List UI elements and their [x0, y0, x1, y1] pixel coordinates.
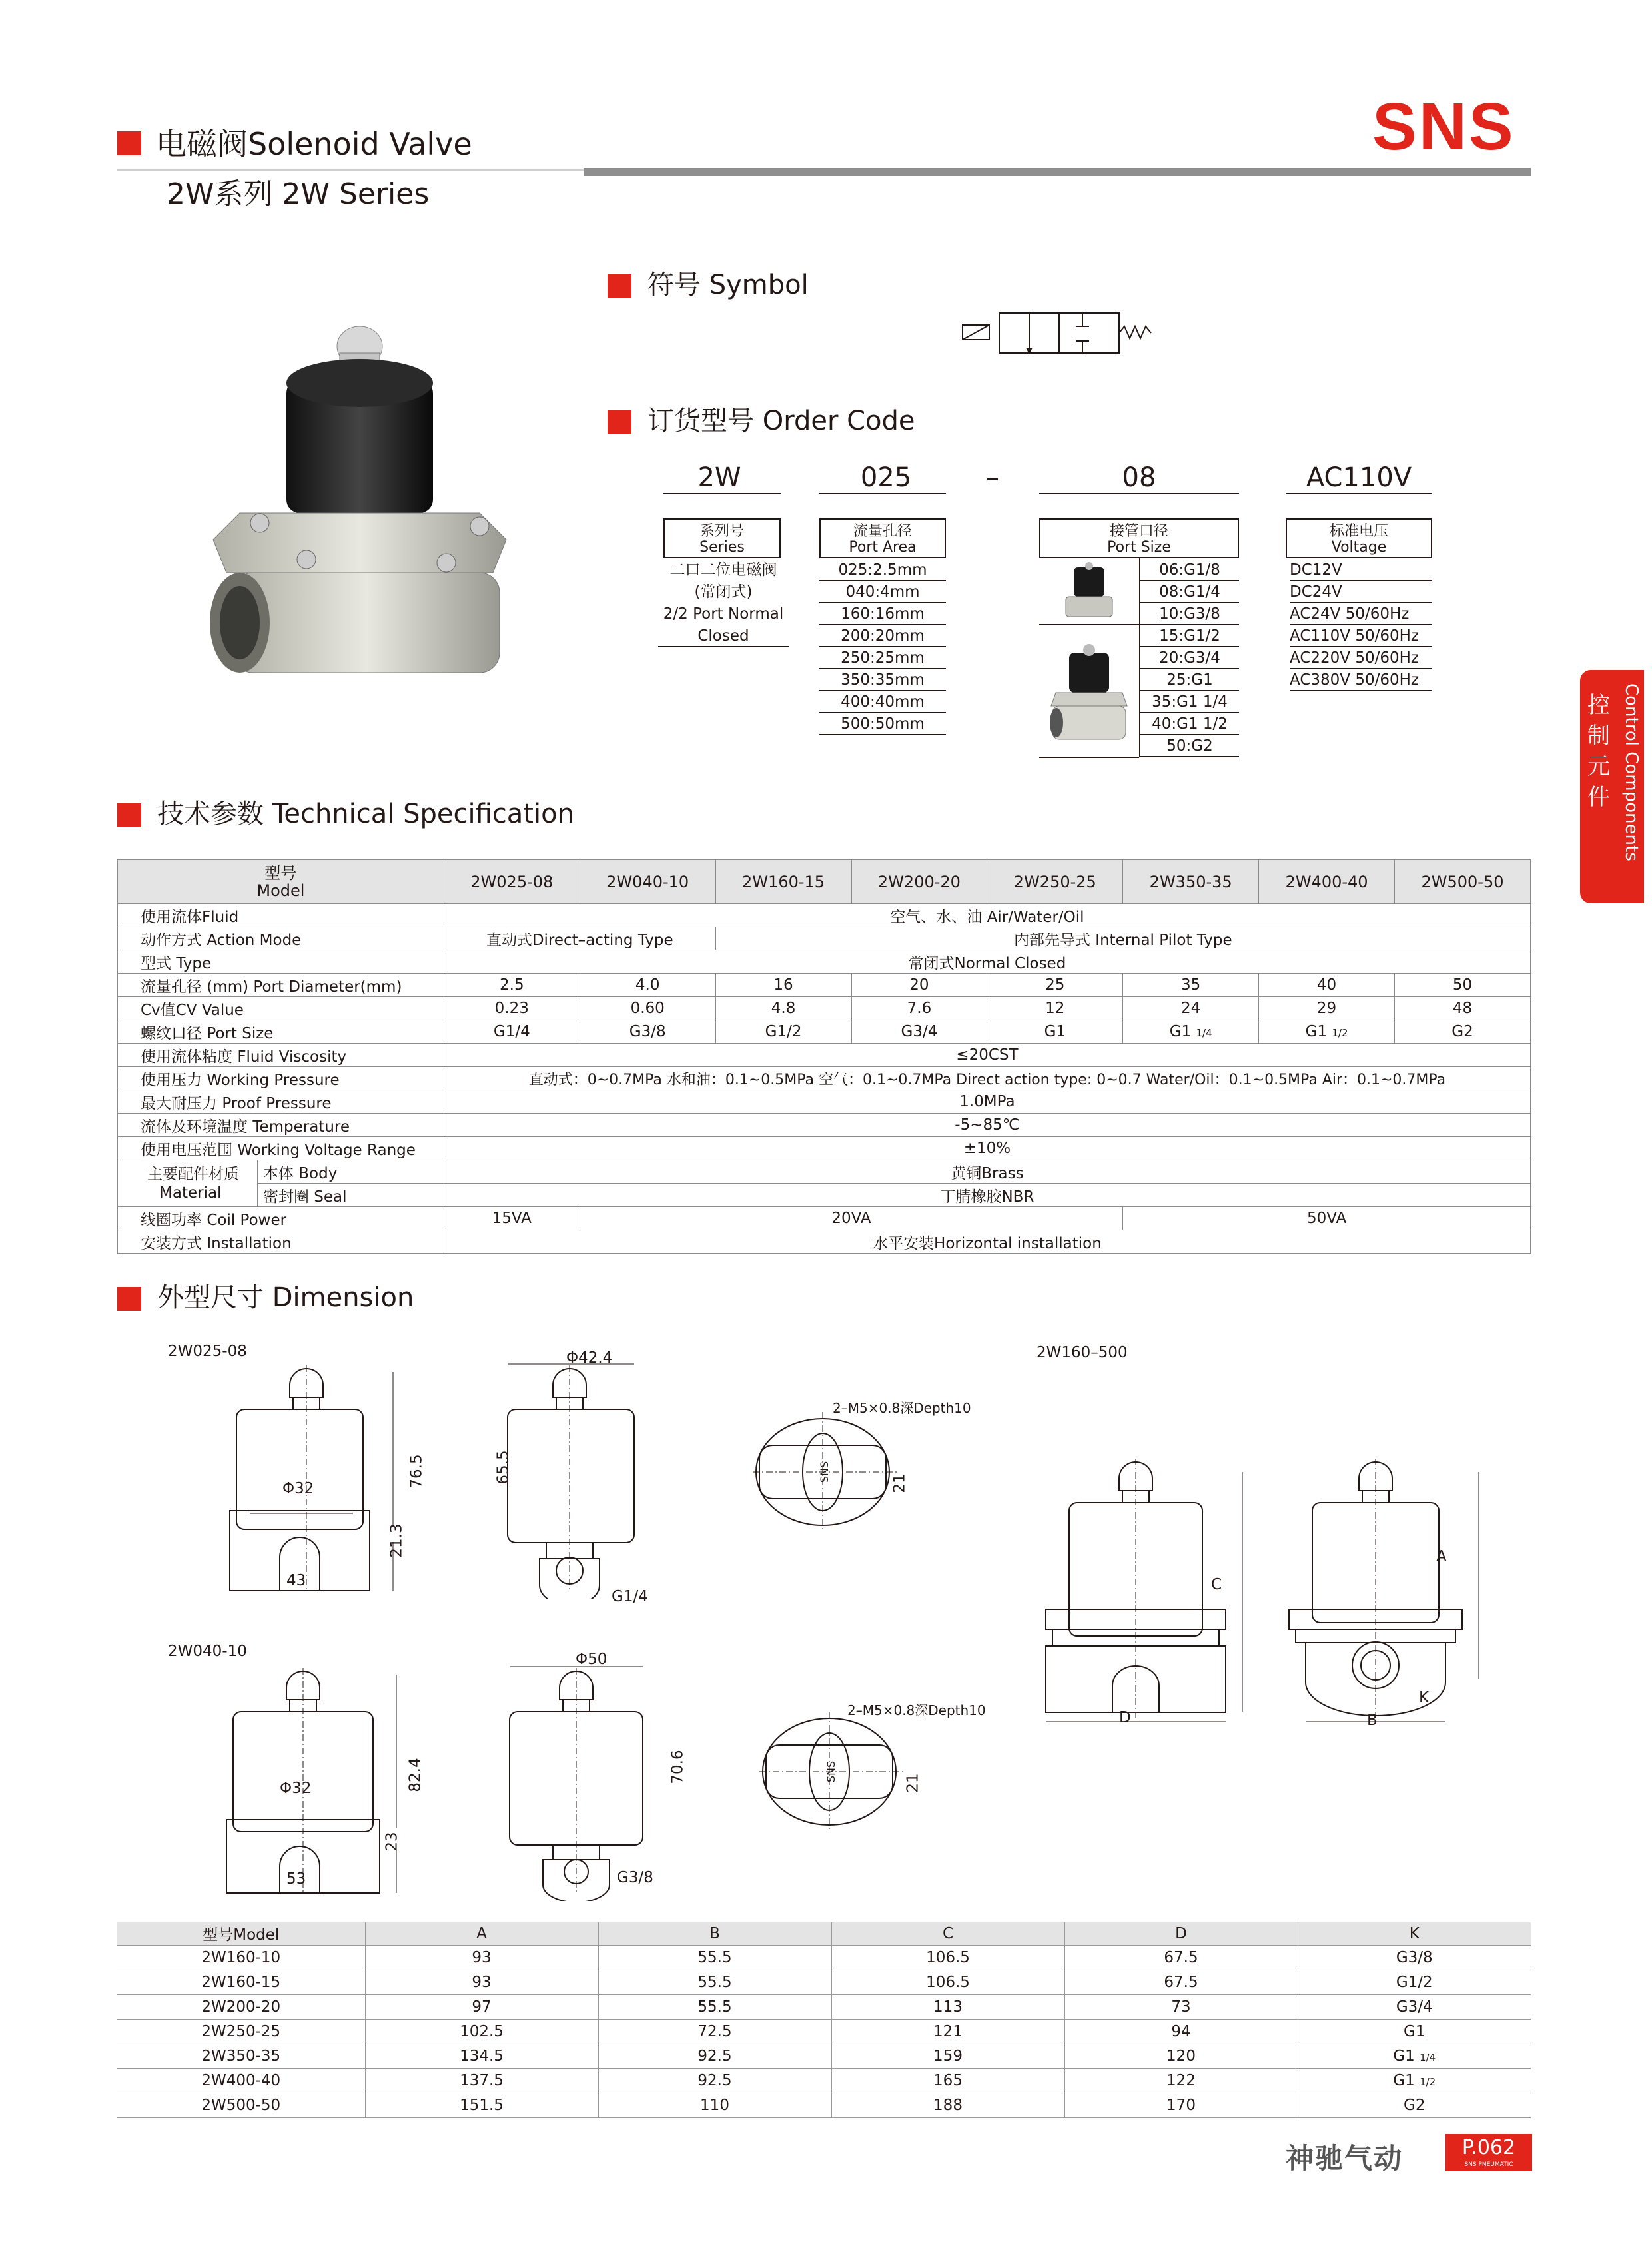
d1-21-label: 21 — [891, 1473, 909, 1493]
oc-size-code: 08 — [1122, 462, 1156, 493]
spec-row-voltage-range: 使用电压范围 Working Voltage Range ±10% — [118, 1137, 1531, 1160]
title-marker — [117, 131, 141, 155]
footer-brand: 神驰气动 — [1286, 2142, 1404, 2175]
order-marker — [608, 410, 631, 434]
side-tab — [1580, 670, 1644, 903]
d2-phi-top-label: Φ50 — [576, 1651, 608, 1668]
d2-phi-coil-label: Φ32 — [280, 1780, 312, 1797]
d2-h-label: 82.4 — [406, 1758, 424, 1792]
d1-h2-label: 65.5 — [494, 1450, 512, 1485]
spec-row-install: 安装方式 Installation 水平安装Horizontal installation — [118, 1230, 1531, 1254]
d3-a-label: A — [1436, 1548, 1447, 1565]
page-title: 电磁阀Solenoid Valve — [156, 126, 472, 162]
spec-header-row: 型号 Model 2W025-08 2W040-10 2W160-15 2W200-20 2W250-25 2W350-35 2W400-40 2W500-50 — [118, 860, 1531, 904]
d3-label: 2W160–500 — [1036, 1344, 1128, 1361]
oc-voltage-list: DC12V DC24V AC24V 50/60Hz AC110V 50/60Hz AC220V 50/60Hz AC380V 50/60Hz — [1286, 560, 1432, 691]
d2-h3-label: 23 — [383, 1832, 401, 1852]
d1-m5-label: 2–M5×0.8深Depth10 — [833, 1400, 971, 1416]
d2-21-label: 21 — [904, 1773, 922, 1793]
oc-size-mid — [1039, 624, 1139, 625]
header-rule-dark — [584, 168, 1531, 176]
large-valve-icon — [1046, 639, 1132, 746]
symbol-title: 符号 Symbol — [647, 270, 809, 300]
oc-voltage-code: AC110V — [1306, 462, 1412, 493]
spec-row-proof: 最大耐压力 Proof Pressure 1.0MPa — [118, 1090, 1531, 1114]
d1-top-drawing — [746, 1405, 906, 1539]
spec-row-port-size: 螺纹口径 Port Size G1/4 G3/8 G1/2 G3/4 G1 G1 1/4 G1 1/2 G2 — [118, 1020, 1531, 1044]
oc-size-list: 06:G1/8 08:G1/4 10:G3/8 15:G1/2 20:G3/4 25:G1 35:G1 1/4 40:G1 1/2 50:G2 — [1140, 560, 1239, 757]
spec-row-action: 动作方式 Action Mode 直动式Direct–acting Type 内部先导式 Internal Pilot Type — [118, 927, 1531, 950]
d1-side-drawing — [493, 1359, 666, 1599]
symbol-marker — [608, 274, 631, 298]
oc-dash: – — [986, 462, 999, 493]
brand-logo: SNS — [1372, 89, 1515, 164]
d3-c-label: C — [1211, 1576, 1222, 1593]
side-tab-en: Control Components — [1621, 683, 1641, 861]
series-title: 2W系列 2W Series — [167, 177, 430, 211]
oc-size-bottom — [1039, 757, 1139, 758]
tech-marker — [117, 803, 141, 827]
oc-area-caption: 流量孔径 Port Area — [819, 518, 946, 558]
spec-row-port-diameter: 流量孔径 (mm) Port Diameter(mm) 2.5 4.0 16 20 25 35 40 50 — [118, 974, 1531, 997]
d2-w-label: 53 — [286, 1870, 306, 1888]
d1-port-label: G1/4 — [612, 1588, 648, 1605]
d2-m5-label: 2–M5×0.8深Depth10 — [847, 1702, 986, 1718]
d1-phi-coil-label: Φ32 — [282, 1480, 314, 1497]
spec-row-viscosity: 使用流体粘度 Fluid Viscosity ≤20CST — [118, 1044, 1531, 1067]
tech-title: 技术参数 Technical Specification — [157, 799, 574, 829]
d2-label: 2W040-10 — [168, 1643, 247, 1660]
d2-port-label: G3/8 — [617, 1869, 653, 1886]
d2-side-drawing — [493, 1661, 679, 1901]
d1-h-label: 76.5 — [408, 1454, 426, 1489]
d2-h2-label: 70.6 — [669, 1750, 687, 1784]
spec-row-coil: 线圈功率 Coil Power 15VA 20VA 50VA — [118, 1207, 1531, 1230]
spec-row-pressure: 使用压力 Working Pressure 直动式：0~0.7MPa 水和油：0.1~0.5MPa 空气：0.1~0.7MPa Direct action type: 0~0.7 Water/Oil：0.1~0.5MPa Air：0.1~0.7MPa — [118, 1067, 1531, 1090]
table-row: 2W250-25 102.5 72.5 121 94 G1 — [117, 2019, 1531, 2044]
dimension-marker — [117, 1287, 141, 1311]
oc-area-list: 025:2.5mm 040:4mm 160:16mm 200:20mm 250:25mm 350:35mm 400:40mm 500:50mm — [819, 560, 946, 735]
d3-side-drawing — [1279, 1452, 1492, 1732]
valve-photo — [200, 320, 546, 719]
table-row: 2W160-15 93 55.5 106.5 67.5 G1/2 — [117, 1970, 1531, 1994]
d3-k-label: K — [1419, 1689, 1430, 1706]
table-row: 2W500-50 151.5 110 188 170 G2 — [117, 2093, 1531, 2117]
side-tab-cn: 控制元件 — [1587, 692, 1610, 811]
d1-phi-top-label: Φ42.4 — [566, 1349, 613, 1367]
header-rule — [117, 169, 584, 171]
table-row: 2W350-35 134.5 92.5 159 120 G1 1/4 — [117, 2044, 1531, 2068]
dim-header-row: 型号Model A B C D K — [117, 1922, 1531, 1945]
small-valve-icon — [1059, 561, 1119, 621]
page-number: P.062 — [1461, 2136, 1516, 2159]
spec-row-material-seal: 密封圈 Seal 丁腈橡胶NBR — [118, 1184, 1531, 1207]
d3-d-label: D — [1119, 1709, 1131, 1726]
page-number-badge — [1446, 2134, 1532, 2171]
table-row: 2W400-40 137.5 92.5 165 122 G1 1/2 — [117, 2068, 1531, 2093]
spec-row-type: 型式 Type 常闭式Normal Closed — [118, 950, 1531, 974]
dimension-table — [117, 1922, 1531, 2118]
valve-symbol — [959, 306, 1159, 360]
oc-series-list: 二口二位电磁阀 (常闭式) 2/2 Port Normal Closed — [658, 560, 789, 647]
spec-row-temp: 流体及环境温度 Temperature -5~85℃ — [118, 1114, 1531, 1137]
table-row: 2W200-20 97 55.5 113 73 G3/4 — [117, 1994, 1531, 2019]
spec-row-fluid: 使用流体Fluid 空气、水、油 Air/Water/Oil — [118, 904, 1531, 927]
table-row: 2W160-10 93 55.5 106.5 67.5 G3/8 — [117, 1945, 1531, 1970]
spec-row-material-body: 主要配件材质 Material 本体 Body 黄铜Brass — [118, 1160, 1531, 1184]
spec-table — [117, 859, 1531, 1254]
spec-row-cv: Cv值CV Value 0.23 0.60 4.8 7.6 12 24 29 48 — [118, 997, 1531, 1020]
order-title: 订货型号 Order Code — [647, 406, 915, 436]
d3-b-label: B — [1367, 1712, 1378, 1729]
page-sub: SNS PNEUMATIC — [1464, 2161, 1513, 2168]
d1-w-label: 43 — [286, 1572, 306, 1589]
d1-h3-label: 21.3 — [388, 1523, 406, 1558]
oc-size-caption: 接管口径 Port Size — [1039, 518, 1239, 558]
dimension-title: 外型尺寸 Dimension — [157, 1282, 414, 1313]
d2-sns-mark: SNS — [825, 1760, 837, 1783]
oc-series-code: 2W — [697, 462, 741, 493]
oc-area-code: 025 — [860, 462, 912, 493]
d2-top-drawing — [753, 1705, 913, 1838]
oc-series-caption: 系列号 Series — [663, 518, 781, 558]
d1-label: 2W025-08 — [168, 1343, 247, 1360]
oc-voltage-caption: 标准电压 Voltage — [1286, 518, 1432, 558]
d1-sns-mark: SNS — [818, 1461, 831, 1483]
